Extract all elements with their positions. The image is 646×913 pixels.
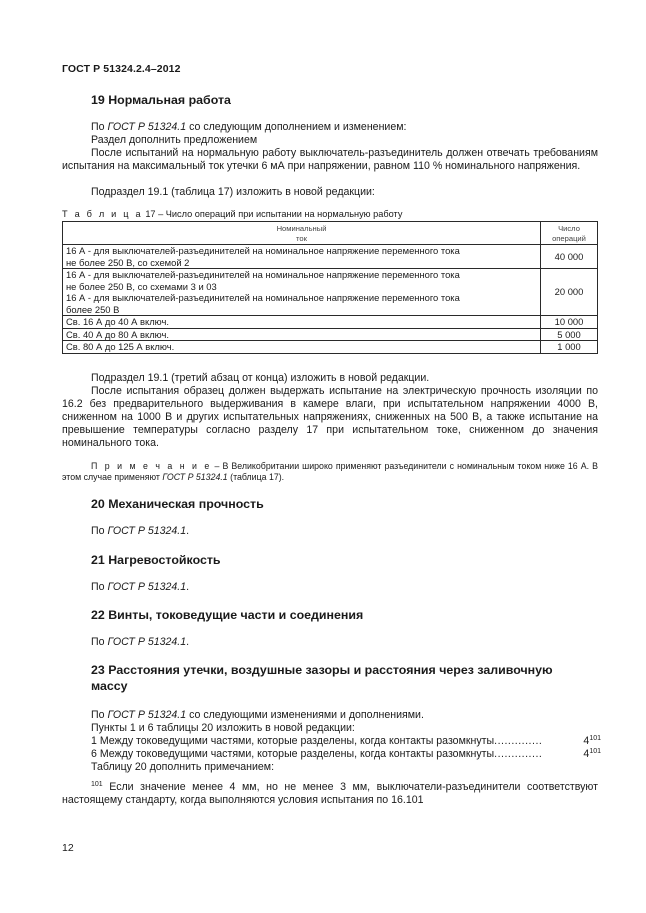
header-text: операций [552,233,586,243]
table-row [63,269,598,316]
item-value [583,748,601,761]
standard-reference: ГОСТ Р 51324.1 [107,636,187,648]
cell-text: 16 А - для выключателей-разъединителей на номинальное напряжение переменного тока [66,292,460,303]
table-cell: Св. 80 А до 125 А включ. [63,341,541,354]
table-cell: Св. 40 А до 80 А включ. [63,328,541,341]
value: 4 [583,748,590,760]
ref-prefix: По [91,636,108,648]
standard-reference: ГОСТ Р 51324.1 [107,581,187,593]
ref-prefix: По [91,121,108,133]
page-number: 12 [62,842,74,854]
section-23-title-line-2: массу [91,679,128,693]
note [62,461,598,483]
ref-suffix: со следующим дополнением и изменением: [186,121,407,133]
standard-reference: ГОСТ Р 51324.1 [107,525,187,537]
dot-leader-row [91,748,601,761]
note-label: П р и м е ч а н и е [91,461,212,471]
section-21-reference [62,581,598,594]
header-operations [541,222,598,245]
section-19-reference [62,121,598,134]
section-23-paragraph-2: Таблицу 20 дополнить примечанием: [91,761,275,773]
note-text: – В Великобритании широко применяют разъединители с номинальным током ниже 16 А. В этом случае применяют [62,461,598,482]
standard-reference: ГОСТ Р 51324.1 [107,121,187,133]
operations-table [62,221,598,354]
ref-suffix: . [186,581,190,593]
table-cell-value: 5 000 [541,328,598,341]
section-22-title: 22 Винты, токоведущие части и соединения [91,608,364,622]
footnote-ref: 101 [589,748,601,755]
table-header-row [63,222,598,245]
ref-prefix: По [91,581,108,593]
table-cell [63,269,541,316]
table-row [63,245,598,269]
standard-reference: ГОСТ Р 51324.1 [162,472,228,482]
document-header: ГОСТ Р 51324.2.4–2012 [62,63,181,75]
item-text: 6 Между токоведущими частями, которые разделены, когда контакты разомкнуты [91,748,495,760]
ref-suffix: со следующими изменениями и дополнениями. [186,709,424,721]
standard-reference: ГОСТ Р 51324.1 [107,709,187,721]
dot-leader: .............. [494,748,543,760]
after-table-paragraph-2: После испытания образец должен выдержать испытание на электрическую прочность изоляции по 16.2 без предварительного выдерживания в камере влаги, при испытательном напряжении 4000 В, сниженном на 1000 В и других испытательных напряжениях, сниженных на 500 В, а также испытание на превышение температуры согласно разделу 17 при испытательном токе, сниженном до значения номинального тока. [62,385,598,449]
item-text: 1 Между токоведущими частями, которые разделены, когда контакты разомкнуты [91,735,495,747]
footnote-text: Если значение менее 4 мм, но не менее 3 мм, выключатели-разъединители соответствуют настоящему стандарту, когда выполняются условия испытания по 16.101 [62,781,598,806]
value: 4 [583,735,590,747]
section-20-title: 20 Механическая прочность [91,497,264,511]
section-20-reference [62,525,598,538]
table-cell-value: 20 000 [541,269,598,316]
table-caption-label: Т а б л и ц а [62,209,143,219]
header-rated-current [63,222,541,245]
section-21-title: 21 Нагревостойкость [91,553,221,567]
section-22-reference [62,636,598,649]
dot-leader: .............. [494,735,543,747]
table-row [63,341,598,354]
table-20-item-1 [62,735,601,748]
section-23-title-line-1: 23 Расстояния утечки, воздушные зазоры и расстояния через заливочную [91,663,553,677]
table-cell-value: 40 000 [541,245,598,269]
ref-prefix: По [91,525,108,537]
section-19-paragraph-3: Подраздел 19.1 (таблица 17) изложить в новой редакции: [91,186,375,198]
table-cell [63,245,541,269]
section-19-paragraph-2: После испытаний на нормальную работу выключатель-разъединитель должен отвечать требованиям испытания на максимальный ток утечки 6 мА при напряжении, равном 110 % номинального напряжения. [62,147,598,172]
note-end: (таблица 17). [227,472,285,482]
table-cell: Св. 16 А до 40 А включ. [63,316,541,329]
section-23-reference [62,709,598,722]
ref-prefix: По [91,709,108,721]
cell-text: 16 А - для выключателей-разъединителей на номинальное напряжение переменного тока [66,269,460,280]
table-row [63,316,598,329]
table-caption-text: 17 – Число операций при испытании на нормальную работу [142,209,403,219]
ref-suffix: . [186,525,190,537]
table-20-item-6 [62,748,601,761]
footnote-mark: 101 [91,781,103,788]
dot-leader-row [91,735,601,748]
cell-text: более 250 В [66,303,120,315]
header-text: Число [558,224,580,233]
cell-text: 16 А - для выключателей-разъединителей на номинальное напряжение переменного тока [66,245,460,256]
table-cell-value: 1 000 [541,341,598,354]
cell-text: не более 250 В, со схемами 3 и 03 [66,280,217,292]
after-table-paragraph-1: Подраздел 19.1 (третий абзац от конца) изложить в новой редакции. [91,372,430,384]
table-caption [62,208,402,221]
section-23-paragraph-1: Пункты 1 и 6 таблицы 20 изложить в новой редакции: [91,722,355,734]
footnote-ref: 101 [589,735,601,742]
header-text: Номинальный [276,224,327,233]
section-19-title: 19 Нормальная работа [91,93,231,107]
header-text: ток [296,233,307,243]
footnote-101 [62,781,598,807]
item-value [583,735,601,748]
ref-suffix: . [186,636,190,648]
table-row [63,328,598,341]
cell-text: не более 250 В, со схемой 2 [66,256,190,268]
table-cell-value: 10 000 [541,316,598,329]
section-19-paragraph-1: Раздел дополнить предложением [91,134,258,146]
